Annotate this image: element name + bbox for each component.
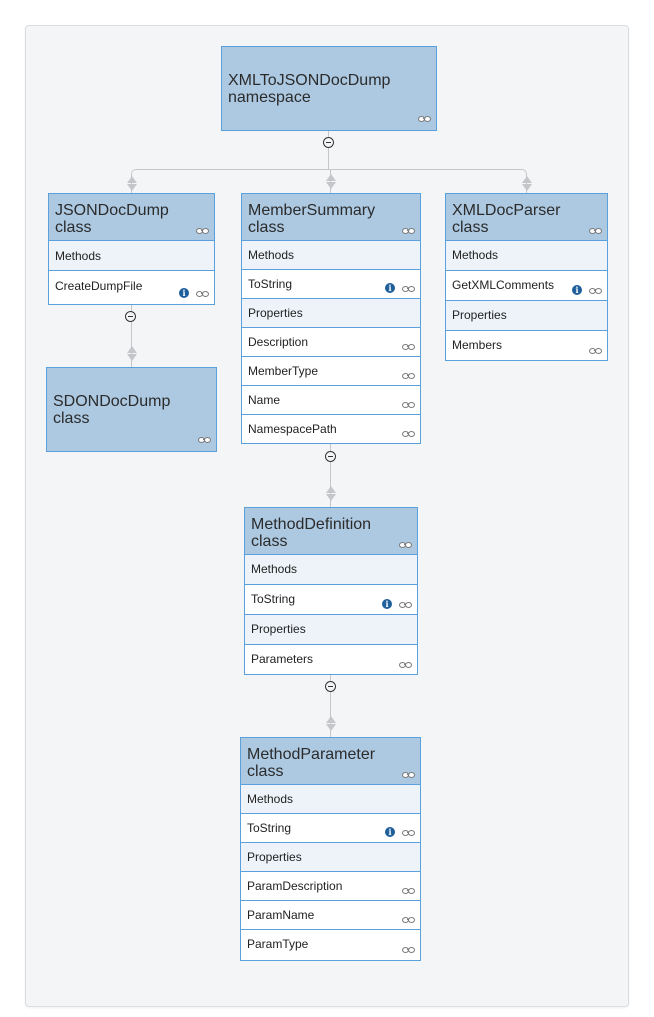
visibility-toggle-icon[interactable] [418,116,431,122]
collapse-toggle-methoddefinition[interactable] [325,681,336,692]
node-title: XMLDocParser [452,202,561,219]
collapse-toggle-jsondocdump[interactable] [125,311,136,322]
visibility-toggle-icon[interactable] [402,830,415,836]
member-name[interactable]: Name [242,385,420,414]
visibility-toggle-icon[interactable] [399,542,412,548]
info-icon[interactable]: i [572,285,582,295]
node-kind: class [55,219,92,236]
member-paramtype[interactable]: ParamType [241,929,420,959]
info-icon[interactable]: i [385,827,395,837]
member-getxmlcomments[interactable]: GetXMLComments i [446,270,607,300]
section-methods: Methods [242,240,420,269]
node-title: XMLToJSONDocDump [228,72,391,89]
section-properties: Properties [241,842,420,871]
collapse-toggle-root[interactable] [323,137,334,148]
node-title: JSONDocDump [55,202,169,219]
node-class-sdondocdump[interactable] [46,367,217,452]
section-properties: Properties [242,298,420,327]
section-properties: Properties [446,300,607,330]
section-methods: Methods [241,784,420,813]
arrow-to-sdondocdump-icon [127,346,137,361]
node-class-methoddefinition[interactable] [244,507,418,675]
node-kind: class [247,763,284,780]
info-icon[interactable]: i [385,283,395,293]
node-class-xmldocparser[interactable] [445,193,608,361]
section-methods: Methods [446,240,607,270]
visibility-toggle-icon[interactable] [399,602,412,608]
node-title: MethodParameter [247,746,376,763]
member-parameters[interactable]: Parameters [245,644,417,674]
visibility-toggle-icon[interactable] [399,662,412,668]
visibility-toggle-icon[interactable] [402,772,415,778]
section-methods: Methods [49,240,214,270]
collapse-toggle-membersummary[interactable] [325,451,336,462]
member-description[interactable]: Description [242,327,420,356]
node-title: MethodDefinition [251,516,372,533]
visibility-toggle-icon[interactable] [402,228,415,234]
member-paramdescription[interactable]: ParamDescription [241,871,420,900]
node-kind: class [248,219,285,236]
node-title: MemberSummary [248,202,376,219]
visibility-toggle-icon[interactable] [589,348,602,354]
node-kind: class [251,533,288,550]
connector-root-bus [136,169,522,170]
arrow-to-methodparameter-icon [326,716,336,731]
node-header [245,508,417,554]
arrow-to-xmldocparser-icon [522,176,532,191]
visibility-toggle-icon[interactable] [402,431,415,437]
node-kind: namespace [228,89,311,106]
node-class-jsondocdump[interactable] [48,193,215,305]
visibility-toggle-icon[interactable] [402,917,415,923]
visibility-toggle-icon[interactable] [589,228,602,234]
node-header [47,368,216,451]
node-header [241,738,420,784]
section-methods: Methods [245,554,417,584]
node-header [242,194,420,240]
member-membertype[interactable]: MemberType [242,356,420,385]
arrow-to-jsondocdump-icon [127,176,137,191]
visibility-toggle-icon[interactable] [196,228,209,234]
node-class-membersummary[interactable] [241,193,421,444]
visibility-toggle-icon[interactable] [402,286,415,292]
info-icon[interactable]: i [382,599,392,609]
node-class-methodparameter[interactable] [240,737,421,961]
member-tostring[interactable]: ToString i [242,269,420,298]
node-header [222,47,436,130]
member-paramname[interactable]: ParamName [241,900,420,929]
visibility-toggle-icon[interactable] [402,373,415,379]
member-namespacepath[interactable]: NamespacePath [242,414,420,443]
node-kind: class [53,410,90,427]
arrow-to-methoddefinition-icon [326,486,336,501]
visibility-toggle-icon[interactable] [198,437,211,443]
visibility-toggle-icon[interactable] [402,402,415,408]
section-properties: Properties [245,614,417,644]
member-createdumpfile[interactable]: CreateDumpFile i [49,270,214,304]
member-members[interactable]: Members [446,330,607,360]
info-icon[interactable]: i [179,288,189,298]
node-kind: class [452,219,489,236]
visibility-toggle-icon[interactable] [196,291,209,297]
member-tostring[interactable]: ToString i [241,813,420,842]
node-header [49,194,214,240]
node-namespace-xmltojsondocdump[interactable] [221,46,437,131]
visibility-toggle-icon[interactable] [402,888,415,894]
connector-root-trunk [328,130,329,170]
visibility-toggle-icon[interactable] [402,344,415,350]
visibility-toggle-icon[interactable] [589,288,602,294]
visibility-toggle-icon[interactable] [402,947,415,953]
node-header [446,194,607,240]
node-title: SDONDocDump [53,393,171,410]
arrow-to-membersummary-icon [326,174,336,189]
member-tostring[interactable]: ToString i [245,584,417,614]
